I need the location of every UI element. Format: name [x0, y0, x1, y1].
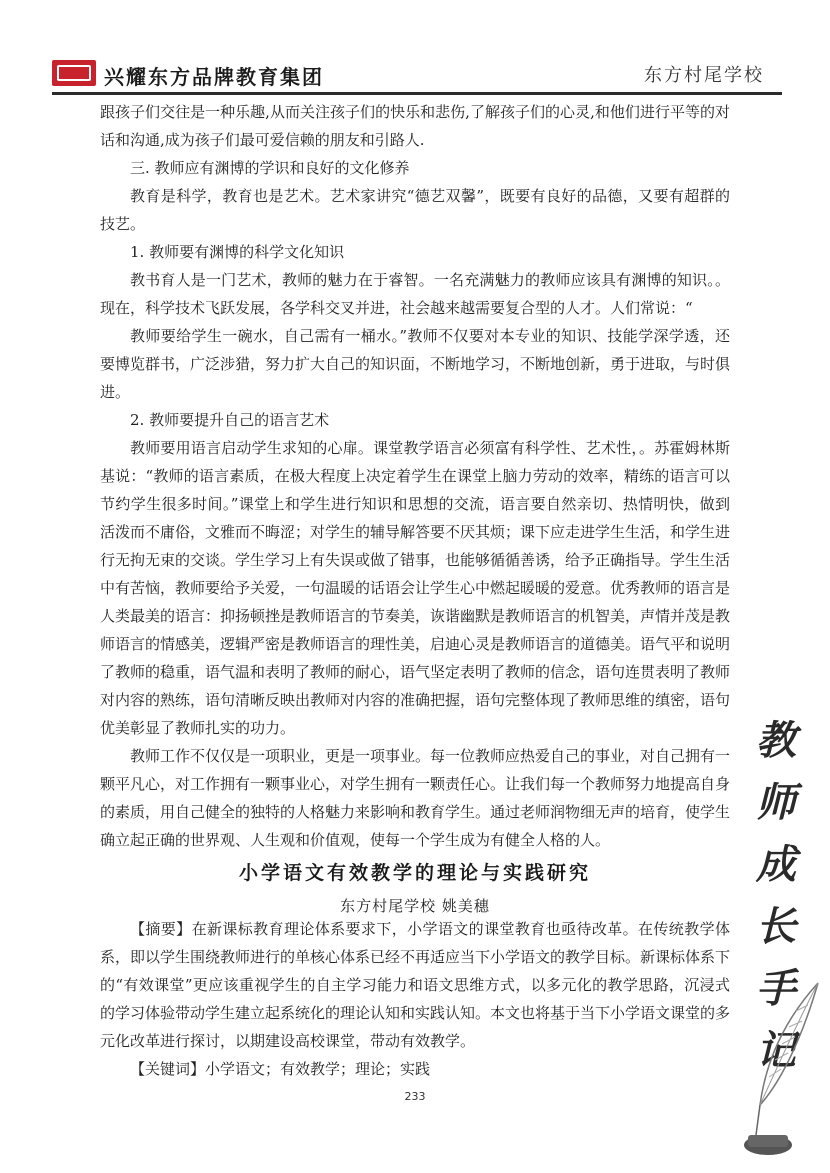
keywords-paragraph: 【关键词】小学语文；有效教学；理论；实践 [130, 1060, 431, 1078]
article-author: 东方村尾学校 姚美穗 [340, 897, 490, 915]
logo-mark [57, 65, 91, 81]
abstract-paragraph: 【摘要】在新课标教育理论体系要求下，小学语文的课堂教育也亟待改革。在传统教学体系，即以学生围绕教师进行的单核心体系已经不再适应当下小学语文的教学目标。新课标体系下的“有效课堂”更应该重视学生的自主学习能力和语文思维方式，以多元化的教学思路，沉浸式的学习体验带动学生建立起系统化的理论认知和实践认知。本文也将基于当下小学语文课堂的多元化改革进行探讨，以期建设高校课堂，带动有效教学。 [100, 920, 731, 1050]
section-heading: 三. 教师应有渊博的学识和良好的文化修养 [130, 159, 410, 177]
article-title: 小学语文有效教学的理论与实践研究 [238, 862, 591, 884]
xingyao-logo-icon [52, 60, 96, 86]
group-name: 兴耀东方品牌教育集团 [104, 65, 324, 89]
side-title-char: 师 [756, 779, 796, 826]
body-paragraph: 教书育人是一门艺术，教师的魅力在于睿智。一名充满魅力的教师应该具有渊博的知识。。现在，科学技术飞跃发展，各学科交叉并进，社会越来越需要复合型的人才。人们常说：“ [100, 271, 730, 317]
side-title-char: 记 [756, 1027, 796, 1074]
body-paragraph: 教育是科学，教育也是艺术。艺术家讲究“德艺双馨”，既要有良好的品德，又要有超群的技艺。 [100, 187, 730, 233]
body-paragraph: 教师要给学生一碗水，自己需有一桶水。”教师不仅要对本专业的知识、技能学深学透，还要博览群书，广泛涉猎，努力扩大自己的知识面，不断地学习，不断地创新，勇于进取，与时俱进。 [100, 327, 731, 401]
school-name: 东方村尾学校 [644, 65, 764, 86]
quill-pen-icon [738, 975, 830, 1165]
section-heading: 2. 教师要提升自己的语言艺术 [130, 411, 330, 429]
side-title-char: 教 [756, 717, 796, 764]
side-title-char: 长 [756, 903, 796, 950]
header-divider [52, 92, 782, 95]
side-title-char: 手 [756, 965, 796, 1012]
body-paragraph: 教师要用语言启动学生求知的心扉。课堂教学语言必须富有科学性、艺术性，。苏霍姆林斯基说：“教师的语言素质，在极大程度上决定着学生在课堂上脑力劳动的效率，精练的语言可以节约学生很多时间。”课堂上和学生进行知识和思想的交流，语言要自然亲切、热情明快，做到活泼而不庸俗，文雅而不晦涩；对学生的辅导解答要不厌其烦；课下应走进学生生活，和学生进行无拘无束的交谈。学生学习上有失误或做了错事，也能够循循善诱，给予正确指导。学生生活中有苦恼，教师要给予关爱，一句温暖的话语会让学生心中燃起暖暖的爱意。优秀教师的语言是人类最美的语言：抑扬顿挫是教师语言的节奏美，诙谐幽默是教师语言的机智美，声情并茂是教师语言的情感美，逻辑严密是教师语言的理性美，启迪心灵是教师语言的道德美。语气平和说明了教师的稳重，语气温和表明了教师的耐心，语气坚定表明了教师的信念，语句连贯表明了教师对内容的熟练，语句清晰反映出教师对内容的准确把握，语句完整体现了教师思维的缜密，语句优美彰显了教师扎实的功力。 [100, 439, 731, 737]
article-abstract-block [100, 915, 730, 1083]
side-title-char: 成 [756, 841, 796, 888]
section-heading: 1. 教师要有渊博的科学文化知识 [130, 243, 345, 261]
page-number: 233 [404, 1090, 426, 1103]
body-paragraph: 跟孩子们交往是一种乐趣,从而关注孩子们的快乐和悲伤,了解孩子们的心灵,和他们进行平等的对话和沟通,成为孩子们最可爱信赖的朋友和引路人. [100, 103, 730, 149]
page-header [52, 60, 782, 88]
body-content [100, 98, 730, 854]
body-paragraph: 教师工作不仅仅是一项职业，更是一项事业。每一位教师应热爱自己的事业，对自己拥有一颗平凡心，对工作拥有一颗事业心，对学生拥有一颗责任心。让我们每一个教师努力地提高自身的素质，用自己健全的独特的人格魅力来影响和教育学生。通过老师润物细无声的培育，使学生确立起正确的世界观、人生观和价值观，使每一个学生成为有健全人格的人。 [100, 747, 731, 849]
